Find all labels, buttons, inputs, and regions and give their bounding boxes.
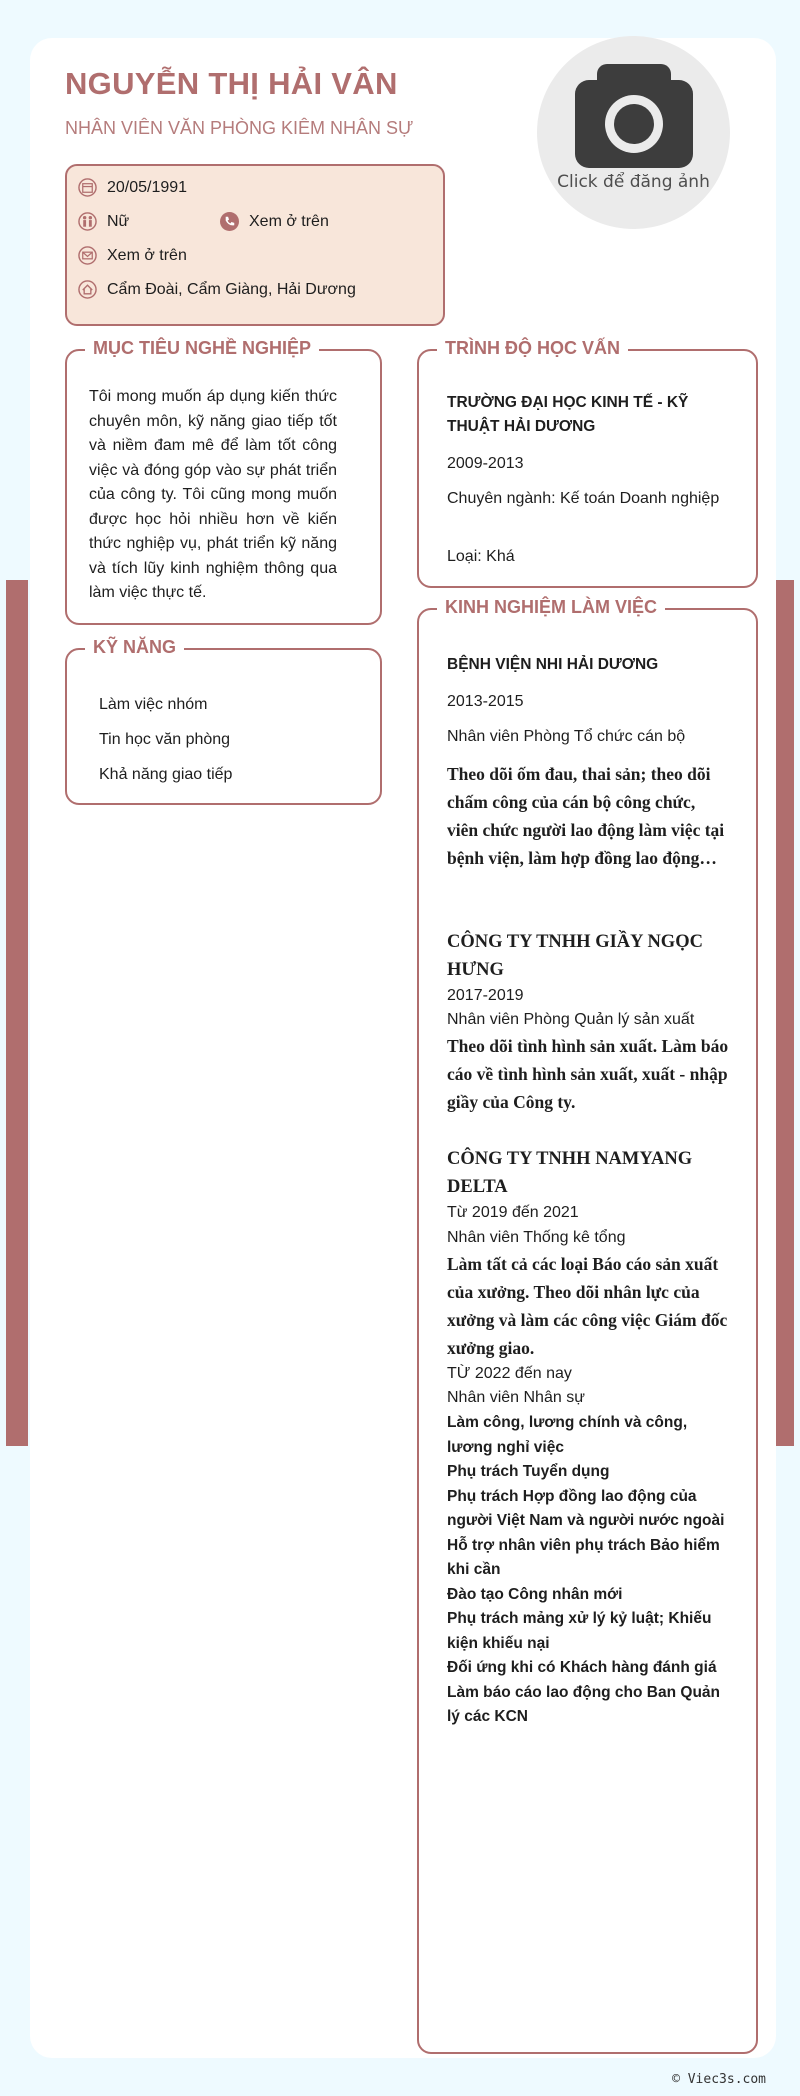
phone-row xyxy=(220,212,329,231)
duty-item: Làm báo cáo lao động cho Ban Quản lý các KCN xyxy=(447,1683,720,1725)
job-title: NHÂN VIÊN VĂN PHÒNG KIÊM NHÂN SỰ xyxy=(65,118,414,138)
photo-caption: Click để đăng ảnh xyxy=(557,172,710,192)
address-row xyxy=(78,280,356,299)
copyright-footer: © Viec3s.com xyxy=(672,2072,766,2087)
job1-position: Nhân viên Phòng Tổ chức cán bộ xyxy=(447,728,686,745)
objective-section xyxy=(65,338,382,625)
job2-period: 2017-2019 xyxy=(447,987,524,1004)
education-title: TRÌNH ĐỘ HỌC VẤN xyxy=(437,338,628,359)
school-name: TRƯỜNG ĐẠI HỌC KINH TẾ - KỸ THUẬT HẢI DƯƠNG xyxy=(447,394,689,435)
duty-item: Phụ trách Tuyển dụng xyxy=(447,1463,610,1480)
job3-position2: Nhân viên Nhân sự xyxy=(447,1389,585,1406)
skills-section xyxy=(65,637,382,805)
objective-title: MỤC TIÊU NGHỀ NGHIỆP xyxy=(85,338,319,359)
phone-icon xyxy=(220,212,239,231)
duty-item: Phụ trách Hợp đồng lao động của người Việt Nam và người nước ngoài xyxy=(447,1487,725,1529)
job1-company: BỆNH VIỆN NHI HẢI DƯƠNG xyxy=(447,656,659,673)
contact-info-box xyxy=(65,164,445,326)
candidate-name: NGUYỄN THỊ HẢI VÂN xyxy=(65,66,398,101)
skill-item: Tin học văn phòng xyxy=(99,731,231,748)
education-section xyxy=(417,338,758,588)
home-icon xyxy=(78,280,97,299)
job3-company: CÔNG TY TNHH NAMYANG DELTA xyxy=(447,1149,693,1197)
gender-row xyxy=(78,212,129,231)
job2-company: CÔNG TY TNHH GIẦY NGỌC HƯNG xyxy=(447,932,703,980)
duty-item: Làm công, lương chính và công, lương nghỉ việc xyxy=(447,1414,688,1456)
address-value: Cẩm Đoài, Cẩm Giàng, Hải Dương xyxy=(107,280,356,298)
job3-description1: Làm tất cả các loại Báo cáo sản xuất của xưởng. Theo dõi nhân lực của xưởng và làm các công việc Giám đốc xưởng giao. xyxy=(447,1254,728,1358)
job3-period1: Từ 2019 đến 2021 xyxy=(447,1204,579,1221)
photo-upload[interactable] xyxy=(537,36,730,229)
calendar-icon xyxy=(78,178,97,197)
duty-item: Phụ trách mảng xử lý kỷ luật; Khiếu kiện khiếu nại xyxy=(447,1610,712,1652)
job3-position1: Nhân viên Thống kê tổng xyxy=(447,1229,626,1246)
experience-title: KINH NGHIỆM LÀM VIỆC xyxy=(437,597,665,618)
skills-title: KỸ NĂNG xyxy=(85,637,184,658)
camera-icon xyxy=(575,64,693,168)
objective-text: Tôi mong muốn áp dụng kiến thức chuyên môn, kỹ năng giao tiếp tốt và niềm đam mê để làm tốt công việc và đóng góp vào sự phát triển của công ty. Tôi cũng mong muốn được học hỏi nhiều hơn về kiến thức nghiệp vụ, phát triển kỹ năng và tích lũy kinh nghiệm thông qua làm việc thực tế. xyxy=(89,388,337,601)
phone-value: Xem ở trên xyxy=(249,212,329,230)
job3-duties xyxy=(447,1411,729,1730)
job2-position: Nhân viên Phòng Quản lý sản xuất xyxy=(447,1011,695,1028)
email-value: Xem ở trên xyxy=(107,246,187,264)
job1-description: Theo dõi ốm đau, thai sản; theo dõi chấm công của cán bộ công chức, viên chức người lao động làm việc tại bệnh viện, làm hợp đồng lao động… xyxy=(447,764,725,868)
skill-item: Làm việc nhóm xyxy=(99,696,208,713)
email-row xyxy=(78,246,187,265)
duty-item: Đào tạo Công nhân mới xyxy=(447,1585,623,1603)
education-grade: Loại: Khá xyxy=(447,548,515,565)
job3-period2: TỪ 2022 đến nay xyxy=(447,1365,572,1382)
duty-item: Hỗ trợ nhân viên phụ trách Bảo hiểm khi cần xyxy=(447,1536,720,1578)
birthday-row xyxy=(78,178,187,197)
job1-period: 2013-2015 xyxy=(447,693,524,710)
left-accent-band xyxy=(6,580,28,1446)
education-major: Chuyên ngành: Kế toán Doanh nghiệp xyxy=(447,490,720,507)
gender-icon xyxy=(78,212,97,231)
experience-section xyxy=(417,597,758,2054)
birthday-value: 20/05/1991 xyxy=(107,178,188,196)
gender-value: Nữ xyxy=(107,212,130,230)
job2-description: Theo dõi tình hình sản xuất. Làm báo cáo về tình hình sản xuất, xuất - nhập giầy của Công ty. xyxy=(447,1036,729,1112)
email-icon xyxy=(78,246,97,265)
duty-item: Đối ứng khi có Khách hàng đánh giá xyxy=(447,1659,717,1676)
education-period: 2009-2013 xyxy=(447,455,524,472)
skill-item: Khả năng giao tiếp xyxy=(99,766,233,783)
